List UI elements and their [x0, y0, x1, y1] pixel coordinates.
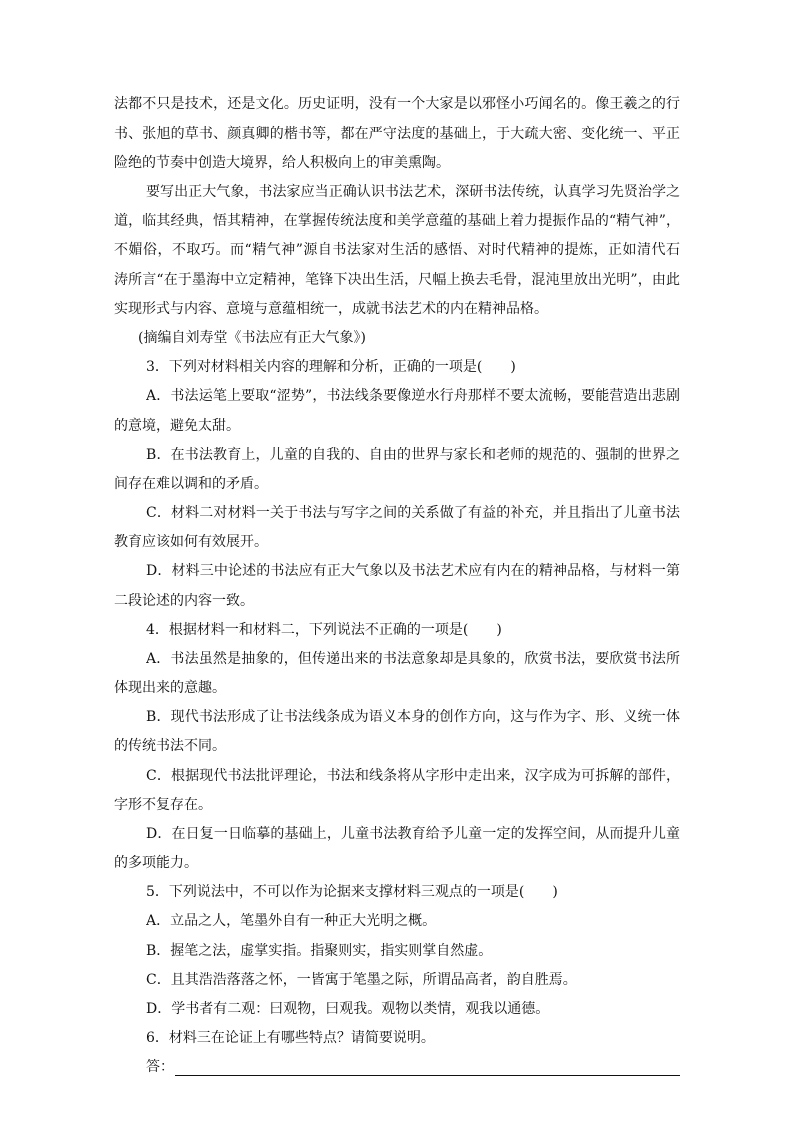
option-a-cont: 的意境，避免太甜。 — [114, 418, 240, 434]
paragraph-line: 法都不只是技术，还是文化。历史证明，没有一个大家是以邪怪小巧闻名的。像王羲之的行 — [114, 96, 680, 112]
question-stem: 6．材料三在论证上有哪些特点？请简要说明。 — [146, 1030, 435, 1046]
paragraph-line: 道，临其经典，悟其精神，在掌握传统法度和美学意蕴的基础上着力提振作品的“精气神”， — [114, 213, 680, 229]
option-b: B．在书法教育上，儿童的自我的、自由的世界与家长和老师的规范的、强制的世界之 — [146, 447, 680, 463]
option-c-cont: 字形不复存在。 — [114, 797, 212, 813]
option-a: A．书法虽然是抽象的，但传递出来的书法意象却是具象的，欣赏书法，要欣赏书法所 — [146, 651, 680, 667]
answer-label: 答： — [146, 1059, 174, 1075]
source-citation: (摘编自刘寿堂《书法应有正大气象》) — [138, 330, 366, 346]
paragraph-line: 书、张旭的草书、颜真卿的楷书等，都在严守法度的基础上，于大疏大密、变化统一、平正 — [114, 126, 680, 142]
option-c: C．且其浩浩落落之怀，一皆寓于笔墨之际，所谓品高者，韵自胜焉。 — [146, 972, 577, 988]
option-c-cont: 教育应该如何有效展开。 — [114, 534, 268, 550]
paragraph-line: 实现形式与内容、意境与意蕴相统一，成就书法艺术的内在精神品格。 — [114, 301, 548, 317]
option-b-cont: 的传统书法不同。 — [114, 738, 226, 754]
option-a: A．书法运笔上要取“涩势”，书法线条要像逆水行舟那样不要太流畅，要能营造出悲剧 — [146, 388, 680, 404]
option-a: A．立品之人，笔墨外自有一种正大光明之概。 — [146, 913, 437, 929]
option-b: B．握笔之法，虚掌实指。指聚则实，指实则掌自然虚。 — [146, 943, 493, 959]
paragraph-line: 要写出正大气象，书法家应当正确认识书法艺术，深研书法传统，认真学习先贤治学之 — [146, 184, 680, 200]
paragraph-line: 不媚俗，不取巧。而“精气神”源自书法家对生活的感悟、对时代精神的提炼，正如清代石 — [114, 242, 680, 258]
option-b: B．现代书法形成了让书法线条成为语义本身的创作方向，这与作为字、形、义统一体 — [146, 709, 680, 725]
paragraph-line: 险绝的节奏中创造大境界，给人积极向上的审美熏陶。 — [114, 155, 450, 171]
option-d: D．在日复一日临摹的基础上，儿童书法教育给予儿童一定的发挥空间，从而提升儿童 — [146, 826, 680, 842]
option-c: C．根据现代书法批评理论，书法和线条将从字形中走出来，汉字成为可拆解的部件， — [146, 768, 680, 784]
option-a-cont: 体现出来的意趣。 — [114, 680, 226, 696]
option-d-cont: 的多项能力。 — [114, 855, 198, 871]
option-d: D．材料三中论述的书法应有正大气象以及书法艺术应有内在的精神品格，与材料一第 — [146, 563, 680, 579]
question-stem: 5．下列说法中，不可以作为论据来支撑材料三观点的一项是( ) — [146, 884, 558, 900]
answer-blank-line[interactable] — [175, 1074, 680, 1076]
paragraph-line: 涛所言“在于墨海中立定精神，笔锋下决出生活，尺幅上换去毛骨，混沌里放出光明”，由此 — [114, 272, 680, 288]
option-c: C．材料二对材料一关于书法与写字之间的关系做了有益的补充，并且指出了儿童书法 — [146, 505, 680, 521]
question-stem: 4．根据材料一和材料二，下列说法不正确的一项是( ) — [146, 622, 502, 638]
option-d-cont: 二段论述的内容一致。 — [114, 593, 254, 609]
option-d: D．学书者有二观：曰观物，曰观我。观物以类情，观我以通德。 — [146, 1001, 550, 1017]
option-b-cont: 间存在难以调和的矛盾。 — [114, 476, 268, 492]
question-stem: 3．下列对材料相关内容的理解和分析，正确的一项是( ) — [146, 359, 516, 375]
